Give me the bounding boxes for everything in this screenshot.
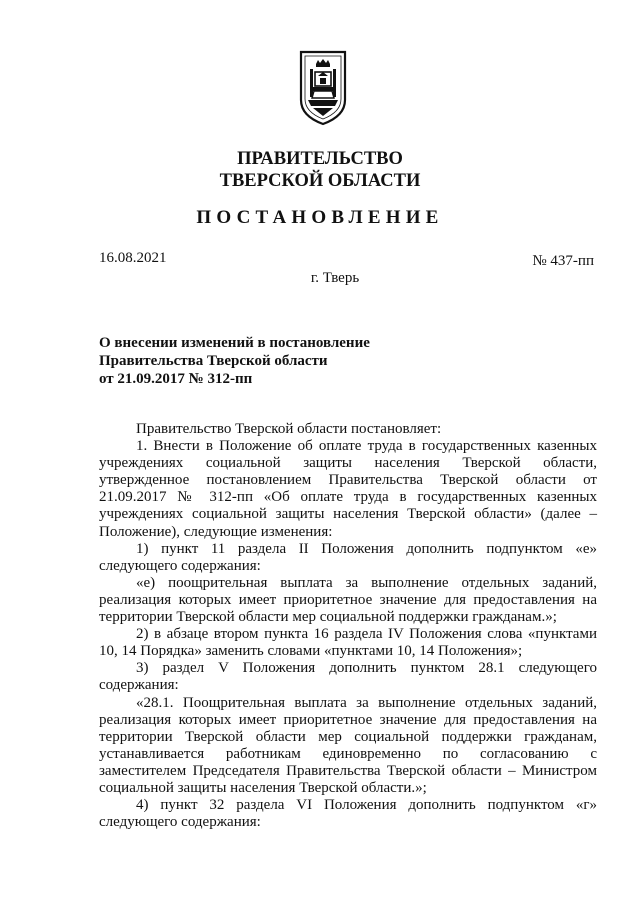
- document-number: № 437-пп: [532, 253, 594, 269]
- document-type-title: ПОСТАНОВЛЕНИЕ: [196, 207, 444, 228]
- document-body: [99, 421, 597, 831]
- document-city: г. Тверь: [310, 270, 360, 286]
- subject-line1: О внесении изменений в постановление: [99, 335, 370, 351]
- body-paragraph-4: 2) в абзаце втором пункта 16 раздела IV Положения слова «пунктами 10, 14 Порядка» заменить словами «пунктами 10, 14 Положения»;: [99, 626, 597, 660]
- body-paragraph-intro: Правительство Тверской области постановляет:: [136, 421, 442, 437]
- body-paragraph-2: 1) пункт 11 раздела II Положения дополнить подпунктом «е» следующего содержания:: [99, 540, 597, 574]
- document-subject: [99, 334, 370, 388]
- body-paragraph-6: «28.1. Поощрительная выплата за выполнение отдельных заданий, реализация которых имеет приоритетное значение для предоставления на территории Тверской области мер социальной поддержки гражданам, устанавливается работникам единовременно по согласованию с заместителем Председателя Правительства Тверской области – Министром социальной защиты населения Тверской области.»;: [99, 694, 597, 796]
- body-paragraph-3: «е) поощрительная выплата за выполнение отдельных заданий, реализация которых имеет приоритетное значение для предоставления на территории Тверской области мер социальной поддержки гражданам.»;: [99, 574, 597, 626]
- subject-line2: Правительства Тверской области: [99, 353, 328, 369]
- body-paragraph-5: 3) раздел V Положения дополнить пунктом 28.1 следующего содержания:: [99, 660, 597, 694]
- body-paragraph-7: 4) пункт 32 раздела VI Положения дополнить подпунктом «г» следующего содержания:: [99, 797, 597, 831]
- subject-line3: от 21.09.2017 № 312-пп: [99, 371, 253, 387]
- document-date: 16.08.2021: [99, 250, 167, 266]
- organization-name-line2: ТВЕРСКОЙ ОБЛАСТИ: [219, 171, 421, 191]
- organization-name-line1: ПРАВИТЕЛЬСТВО: [237, 149, 403, 169]
- tver-coat-of-arms-icon: [298, 50, 348, 126]
- body-paragraph-1: 1. Внести в Положение об оплате труда в государственных казенных учреждениях социальной защиты населения Тверской области, утвержденное постановлением Правительства Тверской области от 21.09.2017 № 312-пп «Об оплате труда в государственных казенных учреждениях социальной защиты населения Тверской области» (далее – Положение), следующие изменения:: [99, 438, 597, 540]
